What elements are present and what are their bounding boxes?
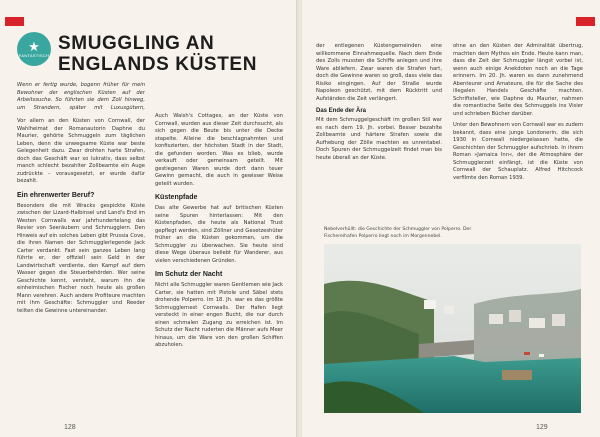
- star-badge-icon: ★ FANTASTISCH: [17, 32, 51, 66]
- right-column-2: ohne an den Küsten der Admiralität übertrug, machten dem Mythos ein Ende. Heute kann man, dass die Zeit der Schmuggler längst vorbei ist, wenn auch einige Anekdoten noch an die Tage erinnern. Im 20. Jh. waren es dann zunehmend Abenteurer und Amateure, die für die Sache des illegalen Handels Geschäfte machten. Schriftsteller, wie Daphne du Maurier, nahmen die romantische Seite des Schmuggels ins Visier und schrieben Bücher darüber. Unter den Bewohnern von Cornwall war es zudem bekannt, dass eine junge Londonerin, die sich 1930 in Cornwall niedergelassen hatte, die Geschichten der Schmuggler aufschrieb. In ihrem Roman »Jamaica Inn«, der die Atmosphäre der Schmugglerzeit einfängt, ist die Küste von Cornwall der Schauplatz. Alfred Hitchcock verfilmte den Roman 1939.: [453, 43, 583, 181]
- right-page: [302, 0, 600, 437]
- intro-text: Wenn er fertig wurde, bogenn früher für mein Bewohner der englischen Küsten auf der Arbeitssuche. So führten sie dem Zoll hinweg, um Strandern, später mit Luxusgütern,: [17, 82, 145, 111]
- left-column-1: Vor allem an den Küsten von Cornwall, der Wahlheimat der Romanautorin Daphne du Maurier, gehörte Schmuggeln zum täglichen Leben, denn die unwegsame Küste war beste Gelegenheit dazu. Zwar drohten harte Strafen, doch das Geschäft war so lukrativ, dass selbst manch schlecht bezahlter Zollbeamte ein Auge zudrückte – vorausgesetzt, er wurde dafür bezahlt. Ein ehrenwerter Beruf? Besonders die mit Wracks gespickte Küste zwischen der Lizard-Halbinsel und Land's End im Westen Cornwalls war jahrhundertelang das Revier von Seeräubern und Schmugglern. Den Hinweis auf ein solches Leben gibt Prussia Cove, die ihren Namen der Schmugglerlegende Jack Carter verdankt. Fast sein ganzes Leben lang führte er, der offiziell sein Geld in der Landwirtschaft verdiente, den Kampf auf dem Wasser gegen die Steuerbehörden. Wer seine Geschichte kennt, versteht, warum ihn die einheimischen Fischer noch heute als großen Mann verehren. Auch andere Profiteure machten mit ihm Geschäfte: Schmuggler und Reeder teilten die Gewinne untereinander.: [17, 118, 145, 314]
- red-chapter-tab: [576, 17, 595, 26]
- page-title: SMUGGLING AN ENGLANDS KÜSTEN: [58, 33, 258, 75]
- section-heading: Das Ende der Ära: [316, 108, 367, 114]
- photo-caption: Nebelverhüllt: die Geschichte der Schmuggler von Polperro. Der Fischereihafen Polperro liegt noch im Morgennebel.: [324, 227, 472, 239]
- page-number: 128: [64, 424, 76, 431]
- section-heading: Ein ehrenwerter Beruf?: [17, 191, 95, 199]
- left-page: [0, 0, 298, 437]
- page-number: 129: [536, 424, 548, 431]
- right-column-1: der entlegenen Küstengemeinden eine willkommene Einnahmequelle. Nach dem Ende des Zolls mussten die Schiffe anlegen und ihre Ware abliefern. Zwar waren die Strafen hart, doch die Gewinne waren so groß, dass viele das Risiko eingingen. Auf der Straße wurde Napoleon geschützt, mit dem Rücktritt und Aufständen die Zeit verlängert. Das Ende der Ära Mit dem Schmuggelgeschäft im großen Stil war es nach dem 19. Jh. vorbei. Besser bezahlte Zollbeamte und härtere Strafen sowie die Aufhebung der Zölle machten es unrentabel. Doch Spuren der Schmuggelzeit findet man bis heute überall an der Küste.: [316, 43, 442, 161]
- section-heading: Küstenpfade: [155, 194, 198, 201]
- harbour-photo: [324, 244, 581, 413]
- red-chapter-tab: [5, 17, 24, 26]
- left-column-2: Auch Walsh's Cottages, an der Küste von Cornwall, wurden aus dieser Zeit durchsucht, als sich gegen die Beute bis unter die Decke stapelte. Alleine die beschlagnahmten und konfiszierten, der höchsten Stadt in der Stadt, die gefunden worden. Was es blieb, wurde verkauft oder gemeinsam geteilt. Mit gestiegenen Waren wurde dort dann teuer Gewinn gemacht, die auch in gewisser Weise geteilt wurden. Küstenpfade Das alte Gewerbe hat auf britischen Küsten seine Spuren hinterlassen: Mit den Küstenpfaden, die heute als National Trust gepflegt werden, sind Zöllner und Gesetzeshüter früher an die Küsten gekommen, um die Schmuggler zu überwachen. Sie heute sind diese Wege überaus beliebt für Wanderer, aus vielen verschiedenen Gründen. Im Schutz der Nacht Nicht alle Schmuggler waren Gentlemen wie Jack Carter, sie hatten mit Pistole und Säbel stets drohende Polperro. Im 18. Jh. war es das größte Schmugglernest Cornwalls. Der Hafen liegt versteckt in einer engen Bucht, die nur durch einen schmalen Zugang zu erreichen ist. Im Schutz der Nacht ruderten die Männer aufs Meer hinaus, um die Ware von den großen Schiffen abzuholen.: [155, 113, 283, 348]
- section-heading: Im Schutz der Nacht: [155, 271, 223, 278]
